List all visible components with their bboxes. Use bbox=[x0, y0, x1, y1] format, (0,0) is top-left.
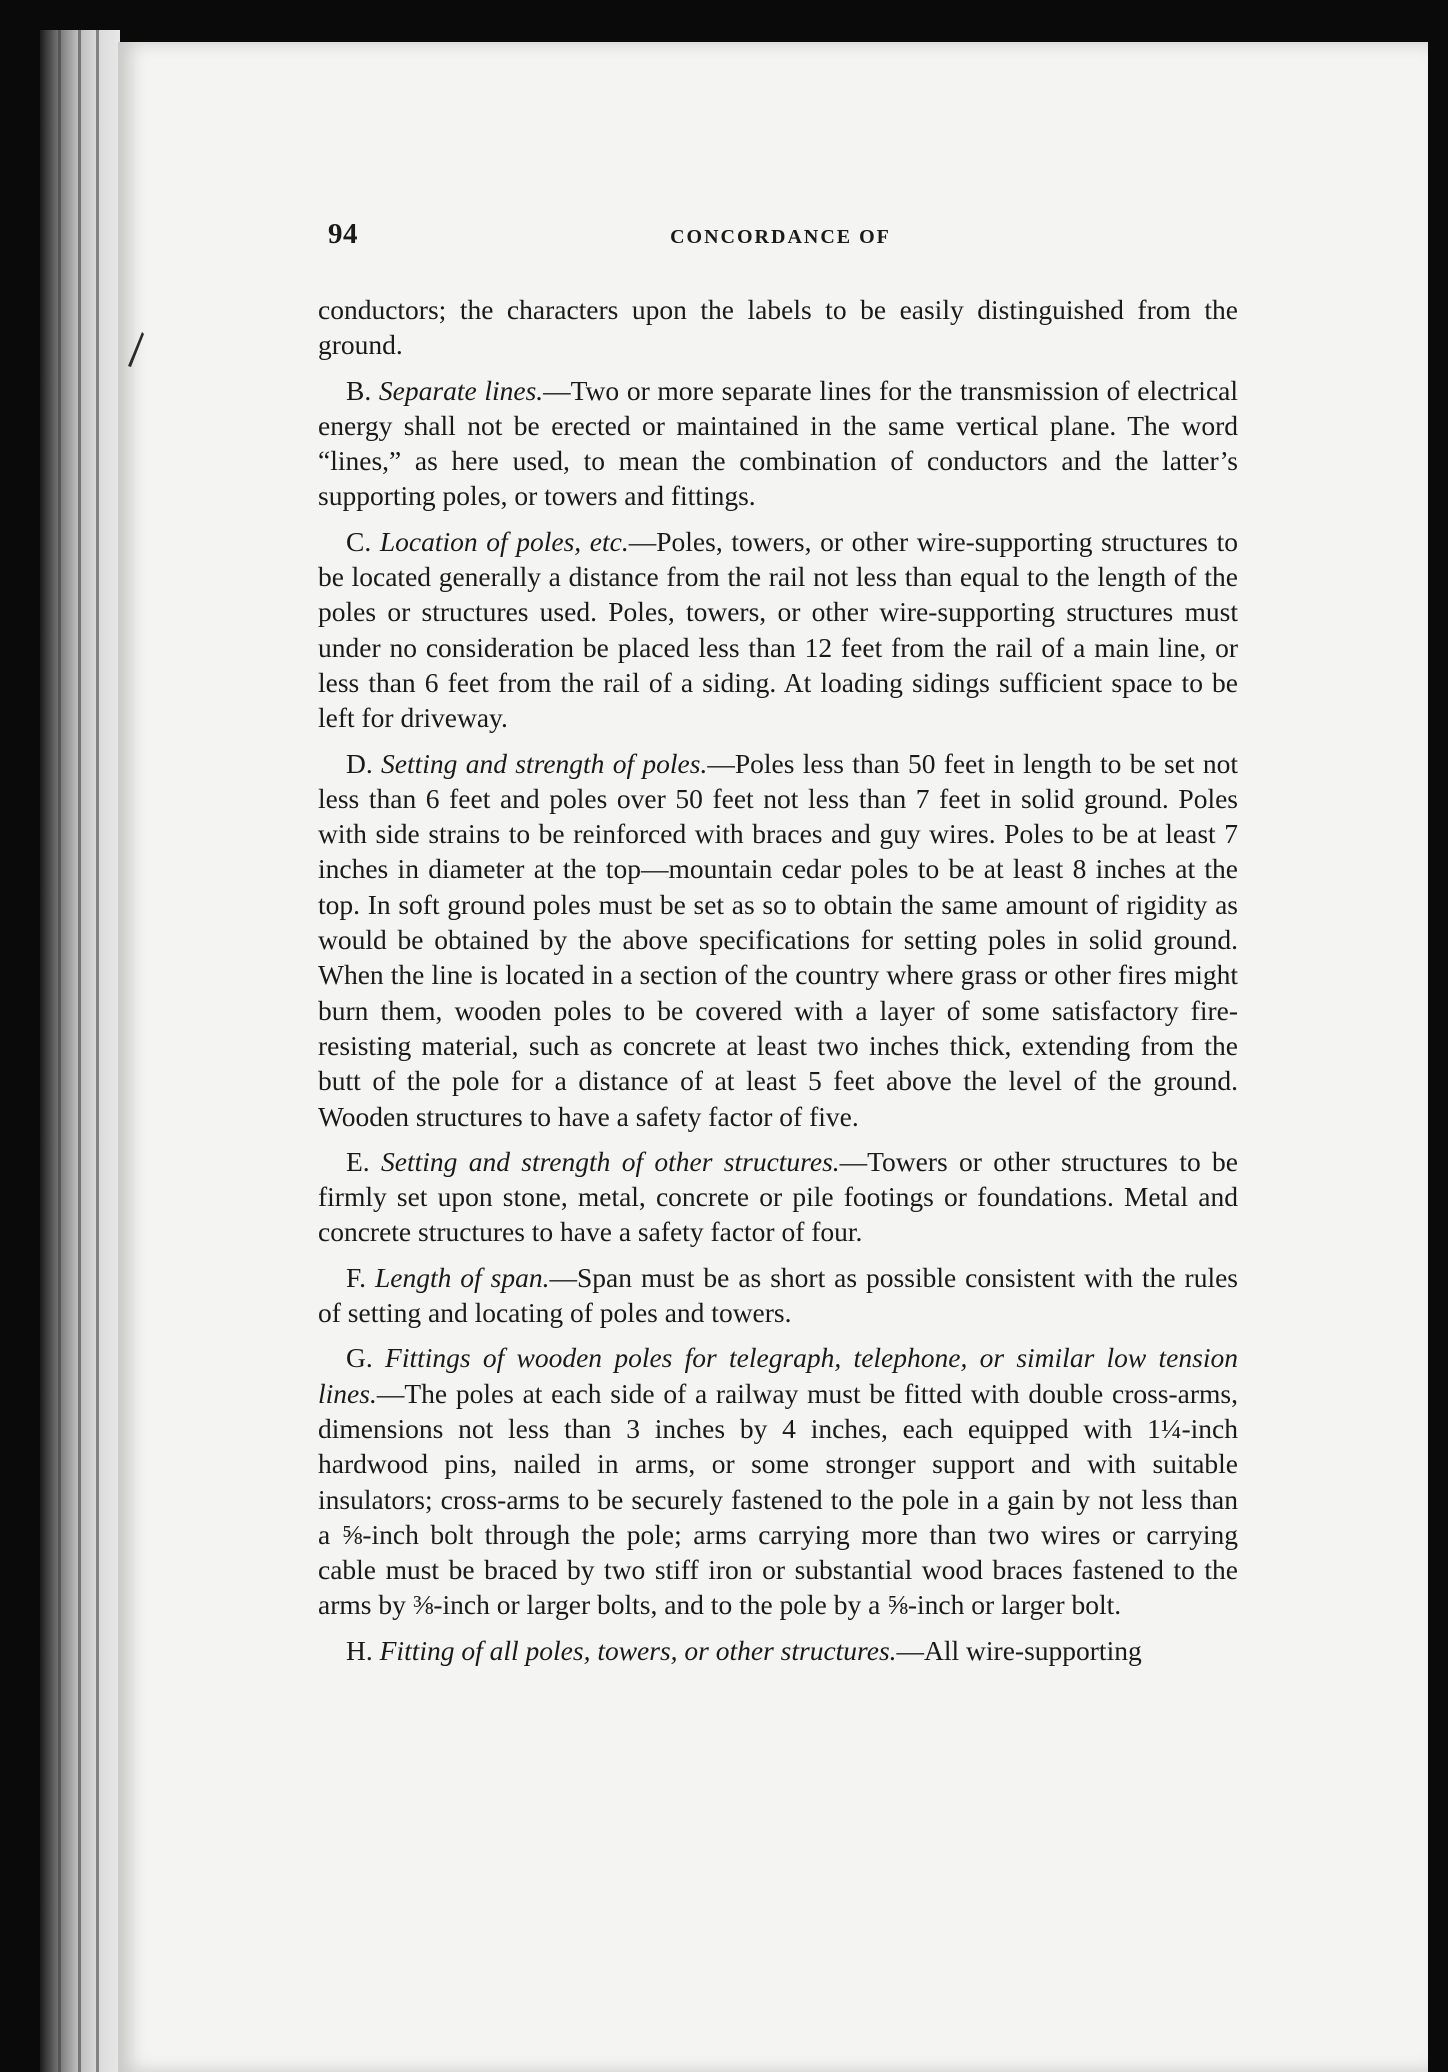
binding-shadow-line bbox=[78, 30, 81, 2072]
paragraph-text: —The poles at each side of a railway must be fitted with double cross-arms, dimensions not less than 3 inches by 4 inches, each equipped with 1¼-inch hardwood pins, nailed in arms, or some stronger support and with suitable insulators; cross-arms to be securely fastened to the pole in a gain by not less than a ⅝-inch bolt through the pole; arms carrying more than two wires or carrying cable must be braced by two stiff iron or substantial wood braces fastened to the arms by ⅜-inch or larger bolts, and to the pole by a ⅝-inch or larger bolt. bbox=[318, 1377, 1238, 1621]
paragraph-h bbox=[318, 1633, 1238, 1668]
paragraph-text: —All wire-supporting bbox=[896, 1634, 1142, 1666]
page-body-text bbox=[318, 292, 1238, 1668]
paragraph-letter: C. bbox=[346, 525, 380, 557]
paragraph-letter: B. bbox=[346, 374, 379, 406]
paragraph-text: —Towers or other structures to be firmly set upon stone, metal, concrete or pile footings or foundations. Metal and concrete structures to have a safety factor of four. bbox=[318, 1145, 1238, 1248]
paragraph-e bbox=[318, 1144, 1238, 1250]
paragraph-text: —Poles, towers, or other wire-supporting structures to be located generally a distance from the rail not less than equal to the length of the poles or structures used. Poles, towers, or other wire-supporting structures must under no consideration be placed less than 12 feet from the rail of a main line, or less than 6 feet from the rail of a siding. At loading sidings sufficient space to be left for driveway. bbox=[318, 525, 1238, 734]
page-header bbox=[328, 218, 1233, 258]
paragraph-heading: Setting and strength of poles. bbox=[381, 747, 708, 779]
paragraph-text: —Span must be as short as possible consistent with the rules of setting and locating of poles and towers. bbox=[318, 1261, 1238, 1329]
paragraph-d bbox=[318, 746, 1238, 1134]
paragraph-text: —Poles less than 50 feet in length to be set not less than 6 feet and poles over 50 feet not less than 7 feet in solid ground. Poles with side strains to be reinforced with braces and guy wires. Poles to be at least 7 inches in diameter at the top—mountain cedar poles to be at least 8 inches at the top. In soft ground poles must be set as so to obtain the same amount of rigidity as would be obtained by the above specifications for setting poles in solid ground. When the line is located in a section of the country where grass or other fires might burn them, wooden poles to be covered with a layer of some satisfactory fire-resisting material, such as concrete at least two inches thick, extending from the butt of the pole for a distance of at least 5 feet above the level of the ground. Wooden structures to have a safety factor of five. bbox=[318, 747, 1238, 1132]
page-number: 94 bbox=[328, 218, 358, 250]
paragraph-text: —Two or more separate lines for the transmission of electrical energy shall not be erected or maintained in the same vertical plane. The word “lines,” as here used, to mean the combination of conductors and the latter’s supporting poles, or towers and fittings. bbox=[318, 374, 1239, 512]
paragraph-intro bbox=[318, 292, 1238, 363]
paragraph-letter: G. bbox=[346, 1342, 386, 1374]
paragraph-f bbox=[318, 1260, 1238, 1331]
paragraph-heading: Setting and strength of other structures. bbox=[381, 1145, 840, 1177]
paragraph-heading: Fittings of wooden poles for telegraph, telephone, or similar low tension lines. bbox=[318, 1342, 1238, 1409]
paragraph-text: conductors; the characters upon the labels to be easily distinguished from the ground. bbox=[318, 294, 1238, 361]
paragraph-g bbox=[318, 1340, 1238, 1622]
running-head: CONCORDANCE OF bbox=[670, 226, 891, 248]
paragraph-letter: D. bbox=[346, 747, 382, 779]
paragraph-letter: E. bbox=[346, 1145, 381, 1177]
binding-shadow-line bbox=[58, 30, 61, 2072]
paragraph-heading: Location of poles, etc. bbox=[379, 525, 629, 557]
paragraph-heading: Fitting of all poles, towers, or other structures. bbox=[379, 1634, 897, 1666]
paragraph-b bbox=[318, 373, 1238, 514]
margin-pen-mark-icon bbox=[124, 330, 146, 370]
paragraph-letter: H. bbox=[346, 1634, 380, 1666]
paragraph-heading: Length of span. bbox=[374, 1261, 550, 1293]
binding-shadow-line bbox=[96, 30, 99, 2072]
paragraph-c bbox=[318, 524, 1238, 736]
paragraph-letter: F. bbox=[346, 1261, 375, 1293]
paragraph-heading: Separate lines. bbox=[378, 374, 544, 406]
